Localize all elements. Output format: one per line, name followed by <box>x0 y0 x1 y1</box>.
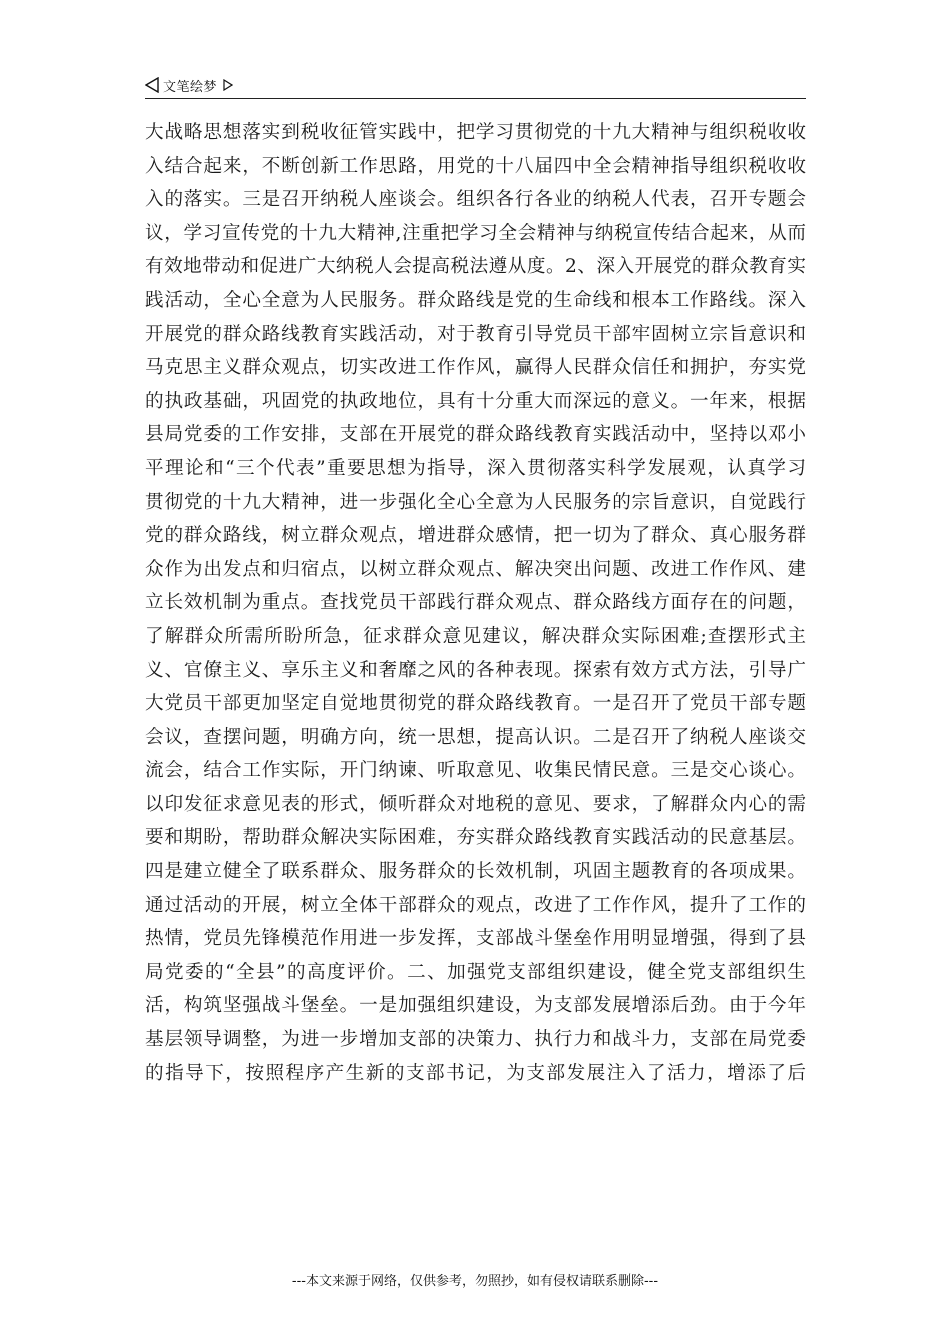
text-line: 四是建立健全了联系群众、服务群众的长效机制，巩固主题教育的各项成果。 <box>145 861 806 883</box>
text-line: 的执政基础，巩固党的执政地位，具有十分重大而深远的意义。一年来，根据 <box>145 390 806 412</box>
text-line: 党的群众路线，树立群众观点，增进群众感情，把一切为了群众、真心服务群 <box>145 525 806 547</box>
text-line: 大战略思想落实到税收征管实践中，把学习贯彻党的十九大精神与组织税收收 <box>145 122 806 143</box>
text-line: 平理论和“三个代表”重要思想为指导，深入贯彻落实科学发展观，认真学习 <box>145 457 806 479</box>
text-line: 众作为出发点和归宿点，以树立群众观点、解决突出问题、改进工作作风、建 <box>145 558 806 580</box>
text-line: 县局党委的工作安排，支部在开展党的群众路线教育实践活动中，坚持以邓小 <box>145 424 806 446</box>
text-line: 流会，结合工作实际，开门纳谏、听取意见、收集民情民意。三是交心谈心。 <box>145 760 806 782</box>
text-line: 马克思主义群众观点，切实改进工作作风，赢得人民群众信任和拥护，夯实党 <box>145 357 806 379</box>
page-footer: ---本文来源于网络，仅供参考，勿照抄，如有侵权请联系删除--- <box>291 1274 659 1289</box>
text-line: 贯彻党的十九大精神，进一步强化全心全意为人民服务的宗旨意识，自觉践行 <box>145 491 806 513</box>
brand <box>145 74 233 96</box>
left-triangle-icon <box>145 77 159 93</box>
text-line: 以印发征求意见表的形式，倾听群众对地税的意见、要求，了解群众内心的需 <box>145 793 806 815</box>
text-line: 入结合起来，不断创新工作思路，用党的十八届四中全会精神指导组织税收收 <box>145 155 806 177</box>
text-line: 通过活动的开展，树立全体干部群众的观点，改进了工作作风，提升了工作的 <box>145 894 806 916</box>
text-line: 会议，查摆问题，明确方向，统一思想，提高认识。二是召开了纳税人座谈交 <box>145 726 806 748</box>
text-line: 要和期盼，帮助群众解决实际困难，夯实群众路线教育实践活动的民意基层。 <box>145 827 806 849</box>
brand-text: 文笔绘梦 <box>163 79 218 95</box>
text-line: 局党委的“全县”的高度评价。二、加强党支部组织建设，健全党支部组织生 <box>145 961 806 983</box>
text-line: 立长效机制为重点。查找党员干部践行群众观点、群众路线方面存在的问题， <box>145 592 806 614</box>
text-line: 的指导下，按照程序产生新的支部书记，为支部发展注入了活力，增添了后 <box>145 1062 806 1084</box>
page-header <box>145 74 806 99</box>
text-line: 践活动，全心全意为人民服务。群众路线是党的生命线和根本工作路线。深入 <box>145 289 806 311</box>
text-line: 了解群众所需所盼所急，征求群众意见建议，解决群众实际困难;查摆形式主 <box>145 625 806 647</box>
text-line: 开展党的群众路线教育实践活动，对于教育引导党员干部牢固树立宗旨意识和 <box>145 323 806 345</box>
text-line: 基层领导调整，为进一步增加支部的决策力、执行力和战斗力，支部在局党委 <box>145 1029 806 1051</box>
text-line: 大党员干部更加坚定自觉地贯彻党的群众路线教育。一是召开了党员干部专题 <box>145 693 806 715</box>
text-line: 议，学习宣传党的十九大精神,注重把学习全会精神与纳税宣传结合起来，从而 <box>145 222 806 244</box>
text-line: 热情，党员先锋模范作用进一步发挥，支部战斗堡垒作用明显增强，得到了县 <box>145 928 806 950</box>
right-triangle-icon <box>223 79 233 91</box>
text-line: 活，构筑坚强战斗堡垒。一是加强组织建设，为支部发展增添后劲。由于今年 <box>145 995 806 1017</box>
text-line: 入的落实。三是召开纳税人座谈会。组织各行各业的纳税人代表，召开专题会 <box>145 189 806 211</box>
text-line: 有效地带动和促进广大纳税人会提高税法遵从度。2、深入开展党的群众教育实 <box>145 256 806 278</box>
text-line: 义、官僚主义、享乐主义和奢靡之风的各种表现。探索有效方式方法，引导广 <box>145 659 806 681</box>
document-body <box>145 116 806 1090</box>
